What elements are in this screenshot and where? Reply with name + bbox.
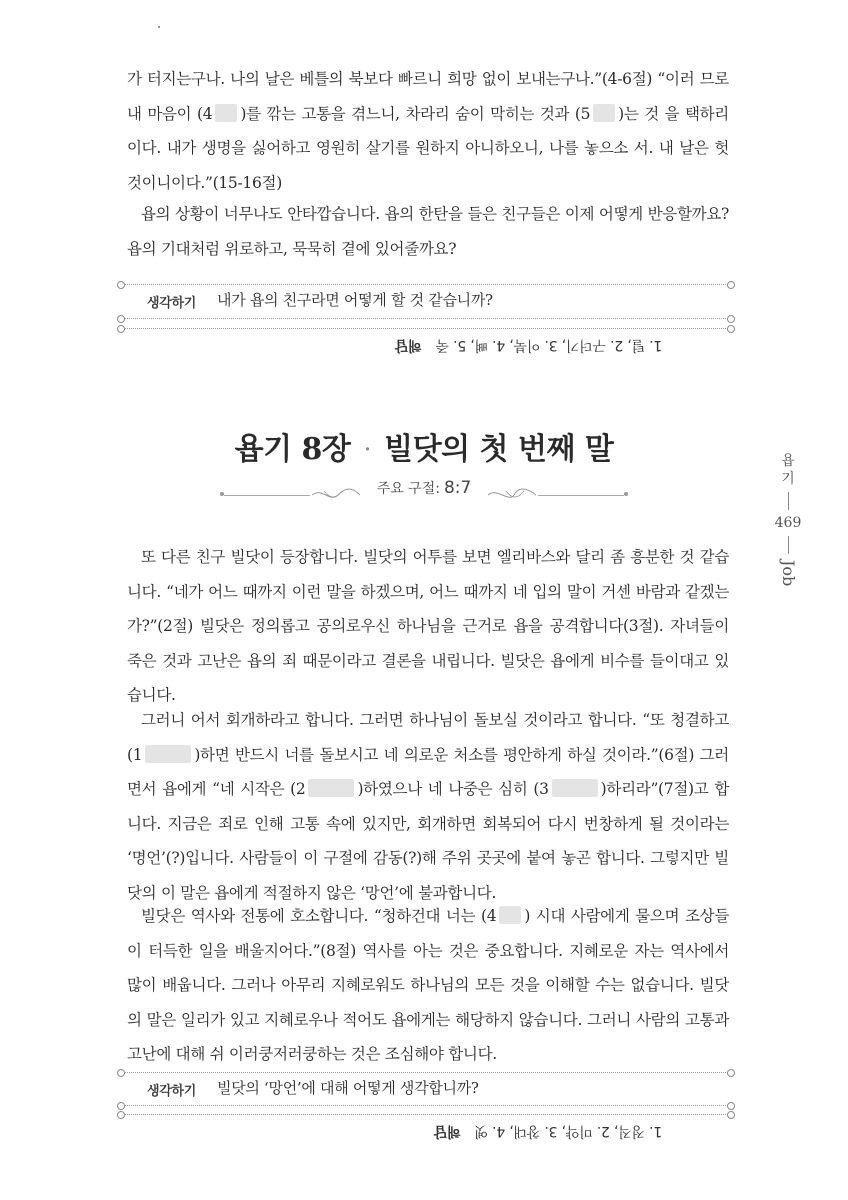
para2-part-b: )하면 반드시 너를 돌보시고 네 의로운 처소를 평안하게 하실 것이라.”(6절) 그러면서 욥에게 “네 시작은 (2	[127, 745, 729, 798]
intro-line-4: 서. 내 날은 헛 것이니이다.”(15-16절)	[127, 139, 729, 192]
blank-2	[308, 779, 354, 797]
think-box-2	[120, 1068, 732, 1148]
ornament-dot	[624, 492, 628, 496]
ornament-line-right	[538, 495, 624, 496]
key-verse-ref: 8:7	[443, 478, 472, 498]
side-tab-rule	[788, 536, 789, 554]
dotted-divider	[120, 1072, 732, 1073]
think-box-1	[120, 280, 732, 360]
paragraph-repent	[127, 703, 729, 910]
answer-key-upside-down	[434, 1122, 662, 1142]
answer-text: 1. 정직, 2. 미약, 3. 창대, 4. 옛	[474, 1123, 662, 1139]
ornament-swirl-right	[486, 485, 538, 505]
side-tab-char-1: 욥	[781, 453, 795, 469]
para3-part-a: 빌닷은 역사와 전통에 호소합니다. “청하건대 너는 (4	[141, 907, 497, 925]
side-tab-rule	[788, 492, 789, 510]
blank-3	[552, 779, 598, 797]
think-label: 생각하기	[147, 296, 197, 311]
key-verse-label: 주요 구절:	[376, 481, 440, 497]
side-tab-char-2: 기	[781, 471, 795, 487]
page-number: 469	[774, 515, 802, 531]
job-state-paragraph: 욥의 상황이 너무나도 안타깝습니다. 욥의 한탄을 들은 친구들은 이제 어떻게 반응할까요? 욥의 기대처럼 위로하고, 묵묵히 곁에 있어줄까요?	[127, 205, 729, 258]
chapter-title-main: 욥기 8장	[234, 432, 351, 467]
blank-4	[215, 104, 237, 122]
dotted-divider	[120, 318, 732, 319]
blank-4	[499, 906, 521, 924]
blank-1	[145, 745, 191, 763]
think-question: 빌닷의 ‘망언’에 대해 어떻게 생각합니까?	[217, 1079, 479, 1097]
title-separator: ·	[364, 439, 371, 460]
intro-line-3: 을 택하리이다. 내가 생명을 싫어하고 영원히 살기를 원하지 아니하오니, 나를 놓으소	[127, 104, 729, 157]
book-name-english: Job	[779, 560, 798, 587]
intro-quote-paragraph	[127, 62, 729, 200]
para2-part-a: 그러니 어서 회개하라고 합니다. 그러면 하나님이 돌보실 것이라고 합니다. “또 청결하고 (1	[127, 711, 729, 764]
answer-label: 해답	[394, 337, 422, 353]
blank-5	[593, 104, 615, 122]
side-tab	[768, 452, 808, 586]
chapter-title-sub: 빌닷의 첫 번째 말	[384, 432, 614, 467]
para3-part-b: ) 시대 사람에게 물으며 조상들이 터득한 일을 배울지어다.”(8절) 역사를 아는 것은 중요합니다. 지혜로운 자는 역사에서 많이 배웁니다. 그러나 아무리 지혜로워도 하나님의 모든 것을 이해할 수는 없습니다. 빌닷의 말은 일리가 있고 지혜로우나 적어도 욥에게는 해당하지 않습니다. 그러니 사람의 고통과 고난에 대해 쉬 이러쿵저러쿵하는 것은 조심해야 합니다.	[127, 907, 729, 1063]
chapter-title	[0, 424, 848, 468]
key-verse	[0, 478, 848, 498]
para2-part-c: )하였으나 네 나중은 심히 (3	[357, 780, 549, 798]
paragraph-bildad-intro: 또 다른 친구 빌닷이 등장합니다. 빌닷의 어투를 보면 엘리바스와 달리 좀 흥분한 것 같습니다. “네가 어느 때까지 이런 말을 하겠으며, 어느 때까지 네 입의 말이 거센 바람과 같겠는가?”(2절) 빌닷은 정의롭고 공의로우신 하나님을 근거로 욥을 공격합니다(3절). 자녀들이 죽은 것과 고난은 욥의 죄 때문이라고 결론을 내립니다. 빌닷은 욥에게 비수를 들이대고 있습니다.	[127, 548, 729, 704]
corner-mark	[158, 26, 160, 28]
answer-text: 1. 털, 2. 구더기, 3. 이북, 4. 뼈, 5. 죽	[435, 337, 662, 353]
intro-line-1: 가 터지는구나. 나의 날은 베틀의 북보다 빠르니 희망 없이 보내는구나.”(4-6절) “이러	[127, 70, 695, 88]
answer-label: 해답	[433, 1123, 461, 1139]
dotted-divider	[120, 1105, 732, 1106]
para2-part-d: )하리라”(7절)고 합니다. 지금은 죄로 인해 고통 속에 있지만, 회개하면 회복되어 다시 번창하게 될 것이라는 ‘명언’(?)입니다. 사람들이 이 구절에 감동(?)해 주위 곳곳에 붙여 놓곤 합니다. 그렇지만 빌닷의 이 말은 욥에게 적절하지 않은 ‘망언’에 불과합니다.	[127, 780, 729, 902]
dotted-divider	[120, 284, 732, 285]
dotted-divider	[120, 328, 732, 329]
answer-key-upside-down	[395, 336, 662, 356]
intro-line-2c: )는 것	[618, 104, 659, 123]
dotted-divider	[120, 1114, 732, 1115]
think-question: 내가 욥의 친구라면 어떻게 할 것 같습니까?	[217, 291, 493, 309]
paragraph-tradition	[127, 899, 729, 1072]
think-label: 생각하기	[147, 1084, 197, 1099]
intro-line-2b: )를 깎는 고통을 겪느니, 차라리 숨이 막히는 것과 (5	[240, 104, 591, 123]
intro-line-2a: 므로 내 마음이 (4	[127, 70, 729, 123]
